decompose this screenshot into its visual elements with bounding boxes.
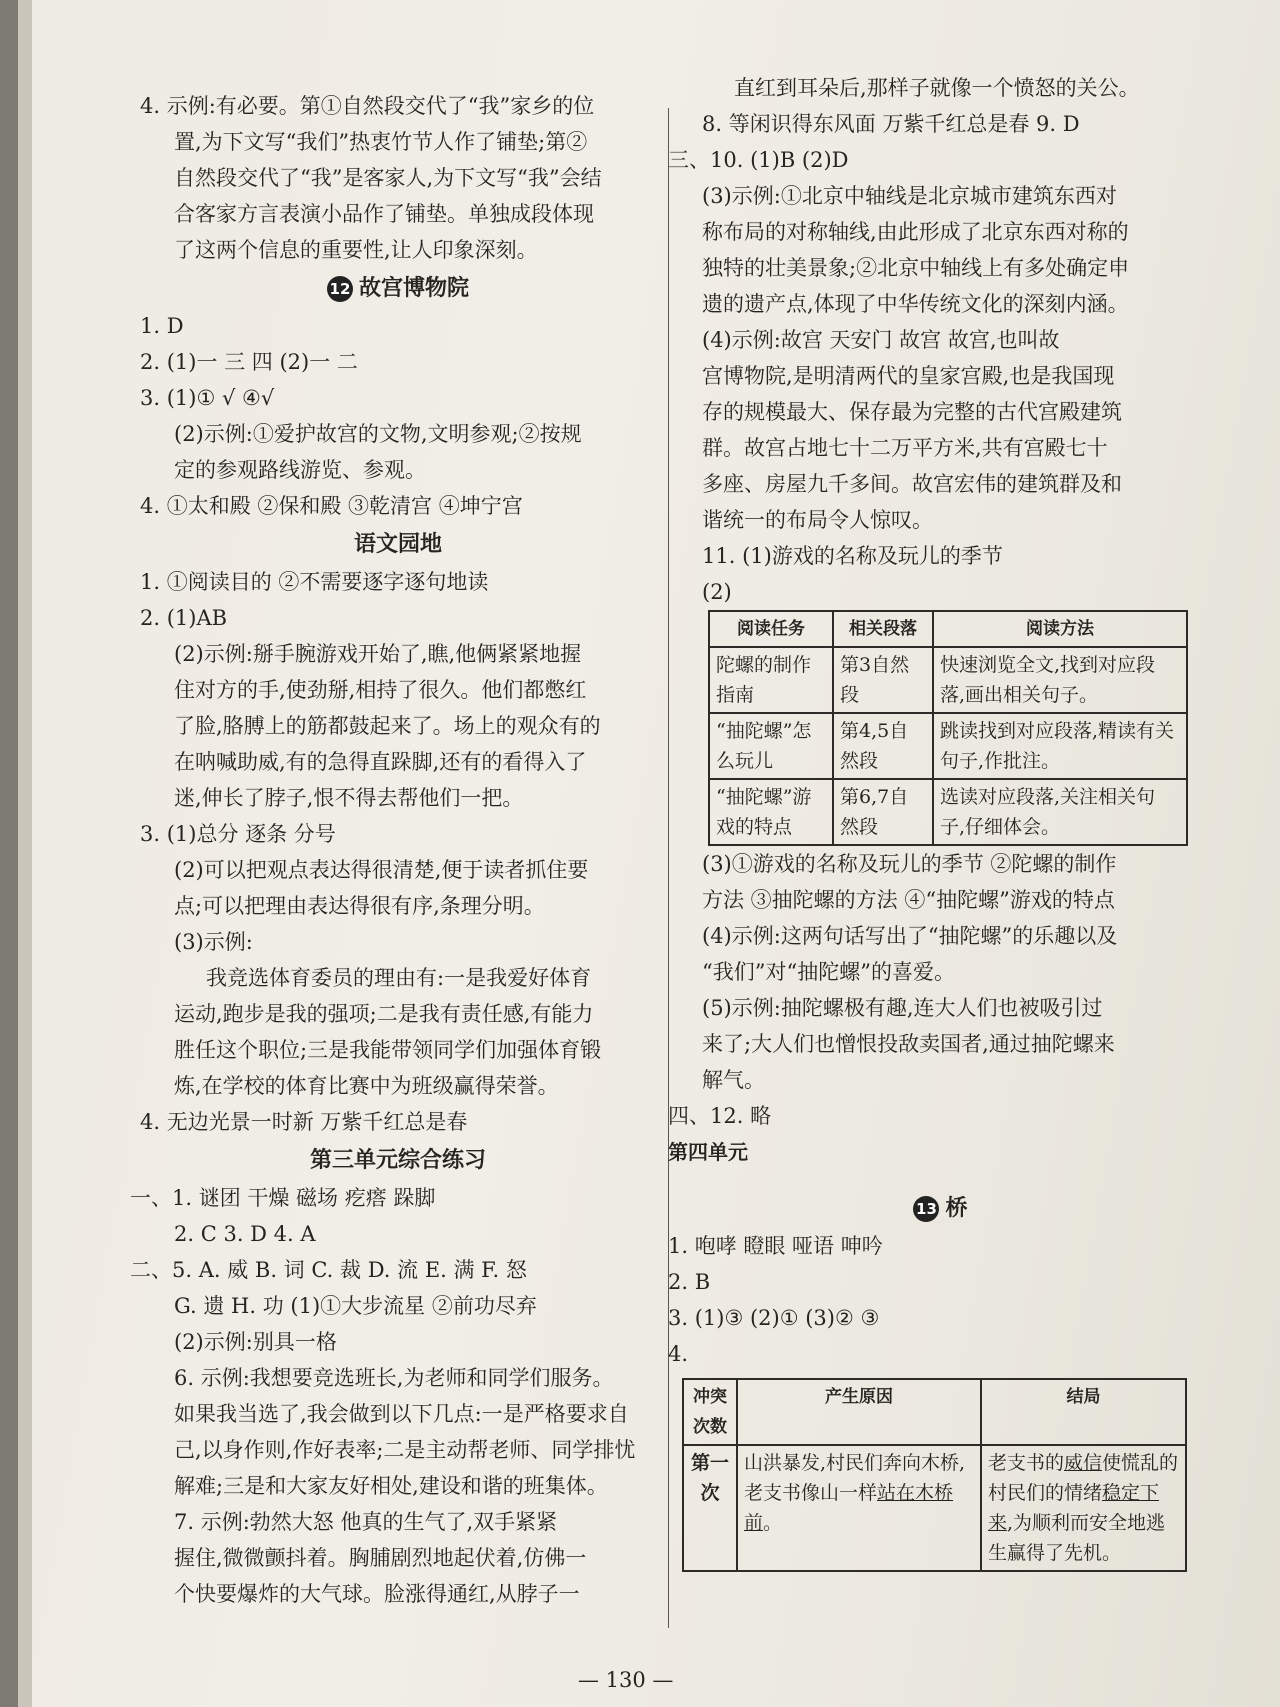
answer-line: 炼,在学校的体育比赛中为班级赢得荣誉。 xyxy=(174,1074,559,1098)
answer-line: 2. C 3. D 4. A xyxy=(174,1222,316,1246)
text-line: 置,为下文写“我们”热衷竹节人作了铺垫;第② xyxy=(174,130,588,154)
answer-line: 握住,微微颤抖着。胸脯剧烈地起伏着,仿佛一 xyxy=(174,1546,587,1570)
table-header: 阅读任务 xyxy=(709,611,833,647)
table-header: 结局 xyxy=(981,1379,1186,1445)
table-cell: 第一次 xyxy=(683,1445,737,1571)
table-header: 冲突次数 xyxy=(683,1379,737,1445)
table-row xyxy=(709,713,1187,779)
answer-line: 3. (1)③ (2)① (3)② ③ xyxy=(668,1306,880,1330)
answer-line: “我们”对“抽陀螺”的喜爱。 xyxy=(702,960,955,984)
answer-line: 四、12. 略 xyxy=(668,1104,772,1128)
cause-text: 山洪暴发,村民们奔向木桥,老支书像山一样 xyxy=(744,1452,966,1504)
answer-line: 来了;大人们也憎恨投敌卖国者,通过抽陀螺来 xyxy=(702,1032,1115,1056)
table-header: 相关段落 xyxy=(833,611,933,647)
lesson-title xyxy=(140,270,656,306)
table-header: 阅读方法 xyxy=(933,611,1187,647)
table-cell xyxy=(981,1445,1186,1571)
table-cell: 第3自然段 xyxy=(833,647,933,713)
book-spine xyxy=(18,0,32,1707)
answer-line: 如果我当选了,我会做到以下几点:一是严格要求自 xyxy=(174,1402,629,1426)
reading-method-table xyxy=(708,610,1188,846)
answer-line: (4)示例:这两句话写出了“抽陀螺”的乐趣以及 xyxy=(702,924,1118,948)
answer-line: (2)示例:别具一格 xyxy=(174,1330,337,1354)
result-text: 老支书的 xyxy=(988,1452,1065,1474)
lesson-title-text: 桥 xyxy=(945,1195,968,1221)
lesson-title-text: 故宫博物院 xyxy=(358,275,469,301)
answer-line: 群。故宫占地七十二万平方米,共有宫殿七十 xyxy=(702,436,1108,460)
answer-line: 宫博物院,是明清两代的皇家宫殿,也是我国现 xyxy=(702,364,1115,388)
result-text: ,为顺利而安全地逃生赢得了先机。 xyxy=(988,1512,1166,1564)
answer-line: 住对方的手,使劲掰,相持了很久。他们都憋红 xyxy=(174,678,587,702)
table-cell: 第6,7自然段 xyxy=(833,779,933,845)
answer-line: 一、1. 谜团 干燥 磁场 疙瘩 跺脚 xyxy=(130,1186,436,1210)
answer-line: (2)可以把观点表达得很清楚,便于读者抓住要 xyxy=(174,858,589,882)
section-title: 第三单元综合练习 xyxy=(309,1147,486,1173)
unit-heading: 第四单元 xyxy=(668,1140,748,1164)
conflict-table xyxy=(682,1378,1187,1572)
text-line: 合客家方言表演小品作了铺垫。单独成段体现 xyxy=(174,202,594,226)
cause-end: 。 xyxy=(763,1512,783,1534)
answer-line: 2. (1)AB xyxy=(140,606,228,630)
table-cell: 快速浏览全文,找到对应段落,画出相关句子。 xyxy=(933,647,1187,713)
answer-line: G. 遗 H. 功 (1)①大步流星 ②前功尽弃 xyxy=(174,1294,537,1318)
answer-line: 解气。 xyxy=(702,1068,765,1092)
answer-line: (3)示例: xyxy=(174,930,253,954)
answer-line: 二、5. A. 威 B. 词 C. 裁 D. 流 E. 满 F. 怒 xyxy=(130,1258,527,1282)
answer-line: 4. xyxy=(668,1342,689,1366)
answer-line: 1. ①阅读目的 ②不需要逐字逐句地读 xyxy=(140,570,489,594)
text-line: 自然段交代了“我”是客家人,为下文写“我”会结 xyxy=(174,166,602,190)
answer-line: 遗的遗产点,体现了中华传统文化的深刻内涵。 xyxy=(702,292,1129,316)
answer-line: 3. (1)总分 逐条 分号 xyxy=(140,822,336,846)
answer-line: (3)①游戏的名称及玩儿的季节 ②陀螺的制作 xyxy=(702,852,1117,876)
result-underlined: 威信 xyxy=(1064,1452,1103,1474)
answer-line: (4)示例:故宫 天安门 故宫 故宫,也叫故 xyxy=(702,328,1060,352)
left-column xyxy=(130,88,656,1612)
answer-line: 4. 无边光景一时新 万紫千红总是春 xyxy=(140,1110,468,1134)
table-header: 产生原因 xyxy=(737,1379,981,1445)
answer-line: 6. 示例:我想要竞选班长,为老师和同学们服务。 xyxy=(174,1366,614,1390)
text-line: 4. 示例:有必要。第①自然段交代了“我”家乡的位 xyxy=(140,94,595,118)
right-column xyxy=(668,70,1213,1572)
answer-line: 方法 ③抽陀螺的方法 ④“抽陀螺”游戏的特点 xyxy=(702,888,1115,912)
answer-line: (2)示例:掰手腕游戏开始了,瞧,他俩紧紧地握 xyxy=(174,642,582,666)
answer-line: 谐统一的布局令人惊叹。 xyxy=(702,508,933,532)
answer-line: (2) xyxy=(702,580,732,604)
answer-line: 运动,跑步是我的强项;二是我有责任感,有能力 xyxy=(174,1002,594,1026)
result-text: 使慌乱的村民们的情绪 xyxy=(988,1452,1179,1504)
book-page xyxy=(18,0,1280,1707)
answer-line: 定的参观路线游览、参观。 xyxy=(174,458,426,482)
answer-line: 4. ①太和殿 ②保和殿 ③乾清宫 ④坤宁宫 xyxy=(140,494,523,518)
table-row xyxy=(709,647,1187,713)
table-cell: “抽陀螺”游戏的特点 xyxy=(709,779,833,845)
table-cell: 第4,5自然段 xyxy=(833,713,933,779)
text-line: 了这两个信息的重要性,让人印象深刻。 xyxy=(174,238,538,262)
answer-line: 解难;三是和大家友好相处,建设和谐的班集体。 xyxy=(174,1474,608,1498)
answer-line: 在呐喊助威,有的急得直跺脚,还有的看得入了 xyxy=(174,750,587,774)
answer-line: 己,以身作则,作好表率;二是主动帮老师、同学排忧 xyxy=(174,1438,636,1462)
cause-underlined: 站在木桥前 xyxy=(744,1482,954,1534)
answer-line: 11. (1)游戏的名称及玩儿的季节 xyxy=(702,544,1003,568)
answer-line: 点;可以把理由表达得很有序,条理分明。 xyxy=(174,894,545,918)
answer-line: (3)示例:①北京中轴线是北京城市建筑东西对 xyxy=(702,184,1117,208)
lesson-number-badge: 13 xyxy=(913,1196,939,1222)
section-title: 语文园地 xyxy=(353,531,442,557)
answer-line: 胜任这个职位;三是我能带领同学们加强体育锻 xyxy=(174,1038,602,1062)
lesson-number-badge: 12 xyxy=(327,276,353,302)
answer-line: 1. 咆哮 瞪眼 哑语 呻吟 xyxy=(668,1234,883,1258)
answer-line: 3. (1)① √ ④√ xyxy=(140,386,275,410)
answer-line: 1. D xyxy=(140,314,184,338)
answer-line: 独特的壮美景象;②北京中轴线上有多处确定申 xyxy=(702,256,1130,280)
lesson-title xyxy=(668,1190,1213,1226)
answer-line: 个快要爆炸的大气球。脸涨得通红,从脖子一 xyxy=(174,1582,580,1606)
table-cell: 选读对应段落,关注相关句子,仔细体会。 xyxy=(933,779,1187,845)
answer-line: (2)示例:①爱护故宫的文物,文明参观;②按规 xyxy=(174,422,582,446)
answer-line: 2. (1)一 三 四 (2)一 二 xyxy=(140,350,358,374)
table-cell: 跳读找到对应段落,精读有关句子,作批注。 xyxy=(933,713,1187,779)
answer-line: 存的规模最大、保存最为完整的古代宫殿建筑 xyxy=(702,400,1122,424)
answer-line: 多座、房屋九千多间。故宫宏伟的建筑群及和 xyxy=(702,472,1122,496)
table-cell xyxy=(737,1445,981,1571)
answer-line: 8. 等闲识得东风面 万紫千红总是春 9. D xyxy=(702,112,1080,136)
table-row xyxy=(683,1445,1186,1571)
answer-line: 直红到耳朵后,那样子就像一个愤怒的关公。 xyxy=(734,76,1140,100)
answer-line: 称布局的对称轴线,由此形成了北京东西对称的 xyxy=(702,220,1129,244)
answer-line: 了脸,胳膊上的筋都鼓起来了。场上的观众有的 xyxy=(174,714,601,738)
table-cell: “抽陀螺”怎么玩儿 xyxy=(709,713,833,779)
page-number: — 130 — xyxy=(578,1668,674,1692)
answer-line: 迷,伸长了脖子,恨不得去帮他们一把。 xyxy=(174,786,524,810)
result-underlined: 稳定下来 xyxy=(988,1482,1160,1534)
answer-line: 7. 示例:勃然大怒 他真的生气了,双手紧紧 xyxy=(174,1510,558,1534)
table-row xyxy=(709,779,1187,845)
table-cell: 陀螺的制作指南 xyxy=(709,647,833,713)
answer-line: 2. B xyxy=(668,1270,711,1294)
answer-line: 我竞选体育委员的理由有:一是我爱好体育 xyxy=(206,966,592,990)
answer-line: 三、10. (1)B (2)D xyxy=(668,148,849,172)
answer-line: (5)示例:抽陀螺极有趣,连大人们也被吸引过 xyxy=(702,996,1103,1020)
